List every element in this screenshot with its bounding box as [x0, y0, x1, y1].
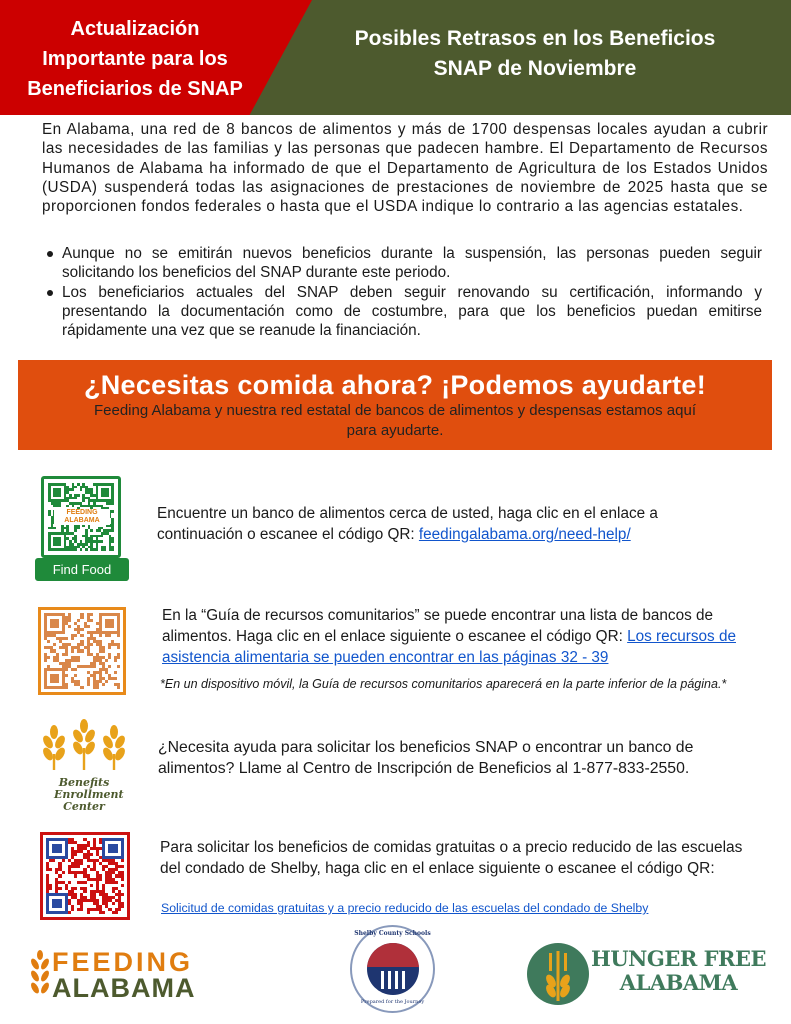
header-left-title: [0, 14, 270, 104]
qr-module: [111, 548, 114, 551]
title-line: Actualización: [70, 18, 200, 40]
school-meals-text: Para solicitar los beneficios de comidas gratuitas o a precio reducido de las escuelas del condado de Shelby, haga clic en el enlace siguiente o escanee el código QR:: [160, 839, 743, 877]
shelby-county-schools-seal: [350, 925, 435, 1013]
seal-top-text: Shelby County Schools: [354, 930, 431, 937]
bullet-item: Aunque no se emitirán nuevos beneficios durante la suspensión, las personas pueden seguir solicitando los beneficios del SNAP durante este periodo.: [42, 244, 762, 283]
seal-bottom-text: Prepared for the Journey: [360, 999, 425, 1005]
title-line: Posibles Retrasos en los Beneficios: [354, 27, 716, 50]
logo-hunger-free: HUNGER FREE: [591, 946, 766, 971]
section-text: En la “Guía de recursos comunitarios” se puede encontrar una lista de bancos de alimentos. Haga clic en el enlace siguiente o escanee el código QR:: [162, 607, 714, 645]
resource-guide-link[interactable]: Los recursos de asistencia alimentaria se pueden encontrar en las páginas 32 - 39: [162, 628, 736, 666]
header-right-title: [300, 24, 770, 84]
qr-module: [121, 911, 124, 914]
mobile-note: *En un dispositivo móvil, la Guía de recursos comunitarios aparecerá en la parte inferior de la página.*: [160, 677, 727, 691]
find-food-label: Find Food: [35, 558, 129, 581]
find-food-qr[interactable]: [41, 476, 121, 558]
bullet-list: [42, 244, 762, 340]
resource-guide-text: [162, 605, 762, 668]
need-help-link[interactable]: feedingalabama.org/need-help/: [418, 526, 631, 543]
banner-title: ¿Necesitas comida ahora? ¡Podemos ayudarte!: [83, 370, 707, 400]
school-meals-link[interactable]: Solicitud de comidas gratuitas y a precio reducido de las escuelas del condado de Shelby: [161, 901, 649, 915]
banner-subtitle: Feeding Alabama y nuestra red estatal de bancos de alimentos y despensas estamos aquí para ayudarte.: [93, 402, 697, 439]
logo-alabama: ALABAMA: [619, 970, 738, 995]
fork-wheat-icon: [527, 943, 589, 1005]
section-text: Encuentre un banco de alimentos cerca de usted, haga clic en el enlace a continuación o escanee el código QR:: [157, 505, 658, 543]
wheat-icon: [30, 950, 50, 1002]
qr-module: [117, 686, 120, 689]
help-banner: [18, 360, 772, 450]
resource-guide-qr[interactable]: [38, 607, 126, 695]
qr-logo: FEEDING ALABAMA: [54, 509, 110, 525]
title-line: Beneficiarios de SNAP: [27, 78, 243, 100]
find-food-text: [157, 503, 747, 545]
feeding-alabama-logo: [30, 947, 220, 1003]
intro-paragraph: En Alabama, una red de 8 bancos de alimentos y más de 1700 despensas locales ayudan a cubrir las necesidades de las familias y las personas que padecen hambre. El Departamento de Recursos Humanos de Alabama ha informado de que el Departamento de Agricultura de los Estados Unidos (USDA) suspenderá todas las asignaciones de prestaciones de noviembre de 2025 hasta que se proporcionen fondos federales o hasta que el USDA indique lo contrario a las agencias estatales.: [42, 121, 768, 216]
benefits-enrollment-logo: [38, 718, 130, 813]
logo-alabama: ALABAMA: [52, 973, 196, 1003]
benefits-center-name: Benefits Enrollment Center: [54, 776, 124, 813]
bullet-item: Los beneficiarios actuales del SNAP deben seguir renovando su certificación, informando y presentando la documentación como de costumbre, para que los beneficios puedan emitirse rápidamente una vez que se reanude la financiación.: [42, 283, 762, 341]
school-meals-qr[interactable]: [40, 832, 130, 920]
hunger-free-alabama-logo: [527, 943, 767, 1005]
benefits-text: ¿Necesita ayuda para solicitar los beneficios SNAP o encontrar un banco de alimentos? Llame al Centro de Inscripción de Beneficios al 1-877-833-2550.: [158, 739, 694, 777]
logo-feeding: FEEDING: [52, 947, 194, 977]
title-line: Importante para los: [42, 48, 228, 70]
title-line: SNAP de Noviembre: [433, 57, 637, 80]
wheat-icon: [38, 718, 130, 770]
